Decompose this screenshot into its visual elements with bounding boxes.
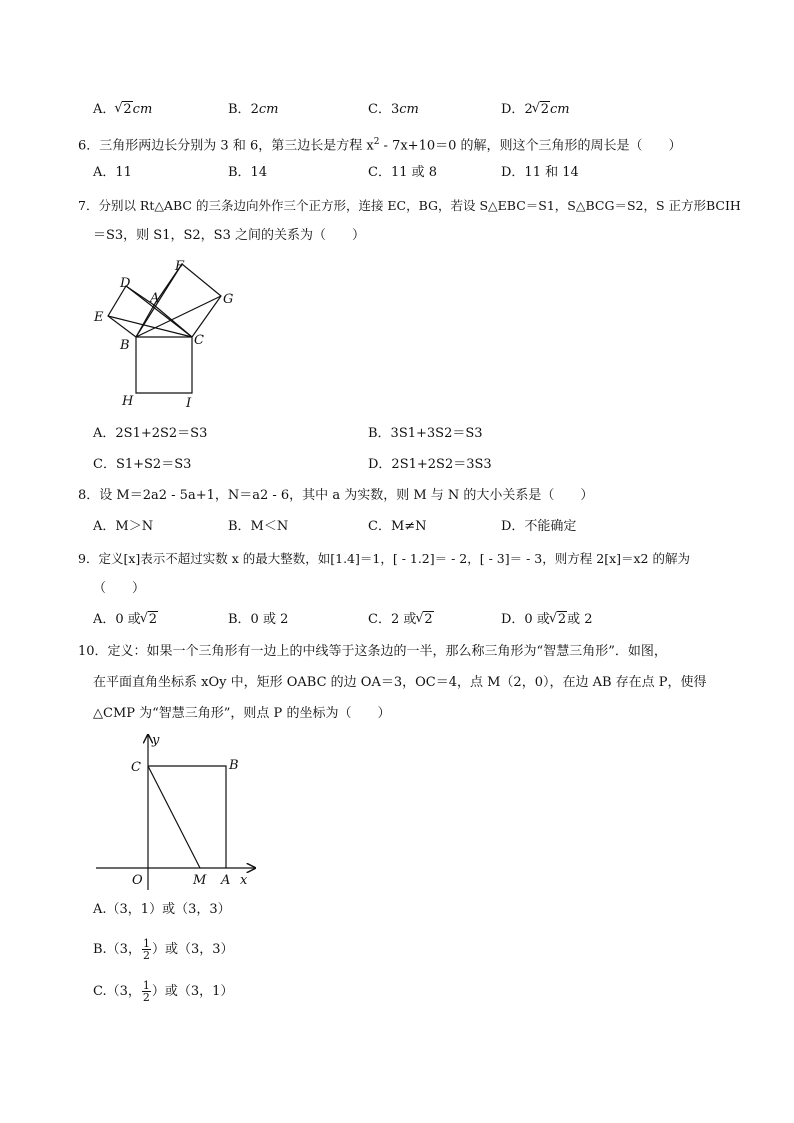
q7-option-d[interactable]: D．2S1+2S2＝3S3 [368,457,492,472]
fraction-half: $\frac{1}{2}$ [142,979,150,1004]
q7-stem-line1: 7．分别以 Rt△ABC 的三条边向外作三个正方形，连接 EC，BG，若设 S△EBC＝S1，S△BCG＝S2，S 正方形BCIH [78,198,741,213]
q9-option-d[interactable]: D．0 或√ 2或 2 [501,610,593,630]
q10-option-a[interactable]: A.（3，1）或（3，3） [93,902,231,917]
q9-stem-line2: （ ） [93,581,146,596]
q7-option-c[interactable]: C．S1+S2＝S3 [93,457,192,472]
line-cm [148,766,200,868]
q8-option-a[interactable]: A．M＞N [93,519,154,534]
label-x: x [240,873,248,888]
q9-option-b[interactable]: B．0 或 2 [228,612,289,627]
label-c: C [131,760,141,775]
q5-option-d[interactable]: D．2√ 2cm [501,100,570,120]
label-b: B [120,338,130,353]
rectangle-oabc [148,766,226,868]
q5-option-b[interactable]: B．2cm [228,102,279,117]
q10-stem-line1: 10．定义：如果一个三角形有一边上的中线等于这条边的一半，那么称三角形为“智慧三角形”．如图， [78,644,667,659]
label-h: H [122,394,134,409]
square-abde [108,286,154,337]
label-f: F [175,259,185,274]
q6-option-b[interactable]: B．14 [228,165,268,180]
q6-option-c[interactable]: C．11 或 8 [368,165,438,180]
q9-option-a[interactable]: A．0 或√ 2 [93,610,158,630]
q8-option-c[interactable]: C．M≠N [368,519,427,534]
q6-stem: 6．三角形两边长分别为 3 和 6，第三边长是方程 $x^2 - 7x+10=0$ 的解，则这个三角形的周长是（ ） [78,137,682,154]
fraction-half: $\frac{1}{2}$ [142,937,150,962]
label-o: O [132,873,143,888]
label-i: I [186,396,192,411]
label-c: C [194,333,204,348]
label-d: D [120,276,131,291]
q10-figure [92,730,262,890]
q7-option-b[interactable]: B．3S1+3S2＝S3 [368,426,483,441]
q5-option-a[interactable]: A．√ 2cm [93,100,152,120]
q6-option-d[interactable]: D．11 和 14 [501,165,579,180]
q7-option-a[interactable]: A．2S1+2S2＝S3 [93,426,208,441]
q7-figure [88,256,248,412]
q10-option-b[interactable]: B.（3， $\frac{1}{2}$ ）或（3，3） [93,937,234,962]
q7-stem-line2: ＝S3，则 S1，S2，S3 之间的关系为（ ） [93,228,365,243]
q8-stem: 8．设 M＝2a2 - 5a+1，N＝a2 - 6，其中 a 为实数，则 M 与 N 的大小关系是（ ） [78,488,594,503]
q10-stem-line3: △CMP 为“智慧三角形”，则点 P 的坐标为（ ） [93,706,391,721]
q9-stem-line1: 9．定义[x]表示不超过实数 x 的最大整数，如[1.4]＝1，[ - 1.2]＝ - 2，[ - 3]＝ - 3，则方程 2[x]＝x2 的解为 [78,551,690,566]
q5-option-c[interactable]: C．3cm [368,102,419,117]
label-b: B [229,758,239,773]
label-a: A [221,873,231,888]
label-y: y [152,733,160,748]
label-m: M [193,873,207,888]
q10-option-c[interactable]: C.（3， $\frac{1}{2}$ ）或（3，1） [93,979,234,1004]
q8-option-b[interactable]: B．M＜N [228,519,289,534]
q8-option-d[interactable]: D．不能确定 [501,519,577,534]
q10-stem-line2: 在平面直角坐标系 xOy 中，矩形 OABC 的边 OA＝3，OC＝4，点 M（2，0），在边 AB 存在点 P，使得 [93,675,707,690]
square-bcih [136,337,192,393]
label-g: G [223,292,234,307]
label-a: A [150,291,160,306]
q6-option-a[interactable]: A．11 [93,165,132,180]
q9-option-c[interactable]: C．2 或√ 2 [368,610,434,630]
label-e: E [94,310,104,325]
